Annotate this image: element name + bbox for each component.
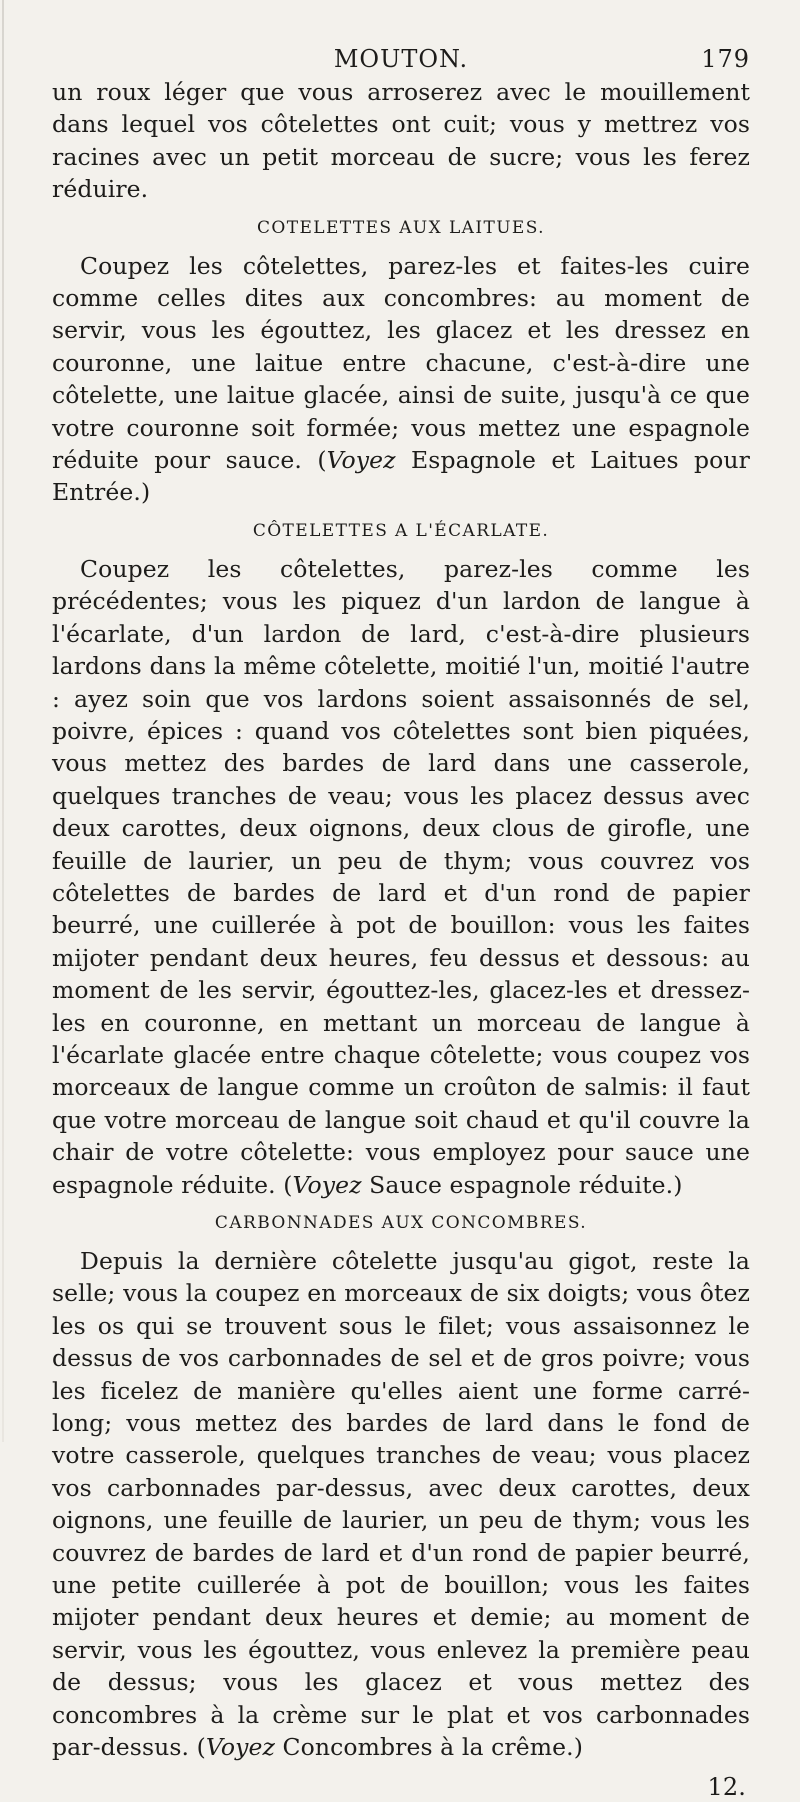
continuation-paragraph: un roux léger que vous arroserez avec le mouillement dans lequel vos côtelettes ont cuit; vous y mettrez vos racines avec un petit morceau de sucre; vous les ferez réduire.	[52, 78, 750, 204]
paragraph-carbonnades-aux-concombres	[52, 1245, 750, 1764]
section-title-cotelettes-a-l-ecarlate: CÔTELETTES A L'ÉCARLATE.	[252, 520, 550, 541]
paragraph-text: Coupez les côtelettes, parez-les et faites-les cuire comme celles dites aux concombres: au moment de servir, vous les égouttez, les glacez et les dressez en couronne, une laitue entre chacune, c'est-à-dire une côtelette, une laitue glacée, ainsi de suite, jusqu'à ce que votre couronne soit formée; vous mettez une espagnole réduite pour sauce. (	[52, 251, 750, 475]
page-header	[52, 42, 750, 76]
signature-mark: 12.	[707, 1772, 746, 1801]
page-number: 179	[701, 45, 750, 73]
running-title: MOUTON.	[333, 45, 469, 73]
paragraph-cotelettes-aux-laitues	[52, 250, 750, 509]
page-gutter-edge	[2, 0, 4, 1442]
section-title-carbonnades-aux-concombres: CARBONNADES AUX CONCOMBRES.	[214, 1213, 588, 1233]
cross-reference-label: Voyez	[326, 446, 396, 475]
paragraph-cotelettes-a-l-ecarlate	[52, 553, 750, 1201]
paragraph-text: Depuis la dernière côtelette jusqu'au gigot, reste la selle; vous la coupez en morceaux de six doigts; vous ôtez les os qui se trouvent sous le filet; vous assaisonnez le dessus de vos carbonnades de sel et de gros poivre; vous les ficelez de manière qu'elles aient une forme carré-long; vous mettez des bardes de lard dans le fond de votre casserole, quelques tranches de veau; vous placez vos carbonnades par-dessus, avec deux carottes, deux oignons, une feuille de laurier, un peu de thym; vous les couvrez de bardes de lard et d'un rond de papier beurré, une petite cuillerée à pot de bouillon; vous les faites mijoter pendant deux heures et demie; au moment de servir, vous les égouttez, vous enlevez la première peau de dessus; vous les glacez et vous mettez des concombres à la crème sur le plat et vos carbonnades par-dessus. (	[52, 1247, 750, 1762]
section-title-cotelettes-aux-laitues: COTELETTES AUX LAITUES.	[257, 217, 545, 238]
cross-reference-label: Voyez	[205, 1733, 275, 1762]
cross-reference-label: Voyez	[292, 1170, 362, 1199]
page-body	[52, 76, 750, 1802]
paragraph-text-end: Concombres à la crême.)	[274, 1733, 583, 1762]
paragraph-text: Coupez les côtelettes, parez-les comme les précédentes; vous les piquez d'un lardon de langue à l'écarlate, d'un lardon de lard, c'est-à-dire plusieurs lardons dans la même côtelette, moitié l'un, moitié l'autre : ayez soin que vos lardons soient assaisonnés de sel, poivre, épices : quand vos côtelettes sont bien piquées, vous mettez des bardes de lard dans une casserole, quelques tranches de veau; vous les placez dessus avec deux carottes, deux oignons, deux clous de girofle, une feuille de laurier, un peu de thym; vous couvrez vos côtelettes de bardes de lard et d'un rond de papier beurré, une cuillerée à pot de bouillon: vous les faites mijoter pendant deux heures, feu dessus et dessous: au moment de les servir, égouttez-les, glacez-les et dressez-les en couronne, en mettant un morceau de langue à l'écarlate glacée entre chaque côtelette; vous coupez vos morceaux de langue comme un croûton de salmis: il faut que votre morceau de langue soit chaud et qu'il couvre la chair de votre côtelette: vous employez pour sauce une espagnole réduite. (	[52, 554, 750, 1199]
paragraph-text-end: Espagnole et Laitues pour Entrée.)	[52, 446, 751, 507]
paragraph-text-end: Sauce espagnole réduite.)	[361, 1170, 683, 1199]
